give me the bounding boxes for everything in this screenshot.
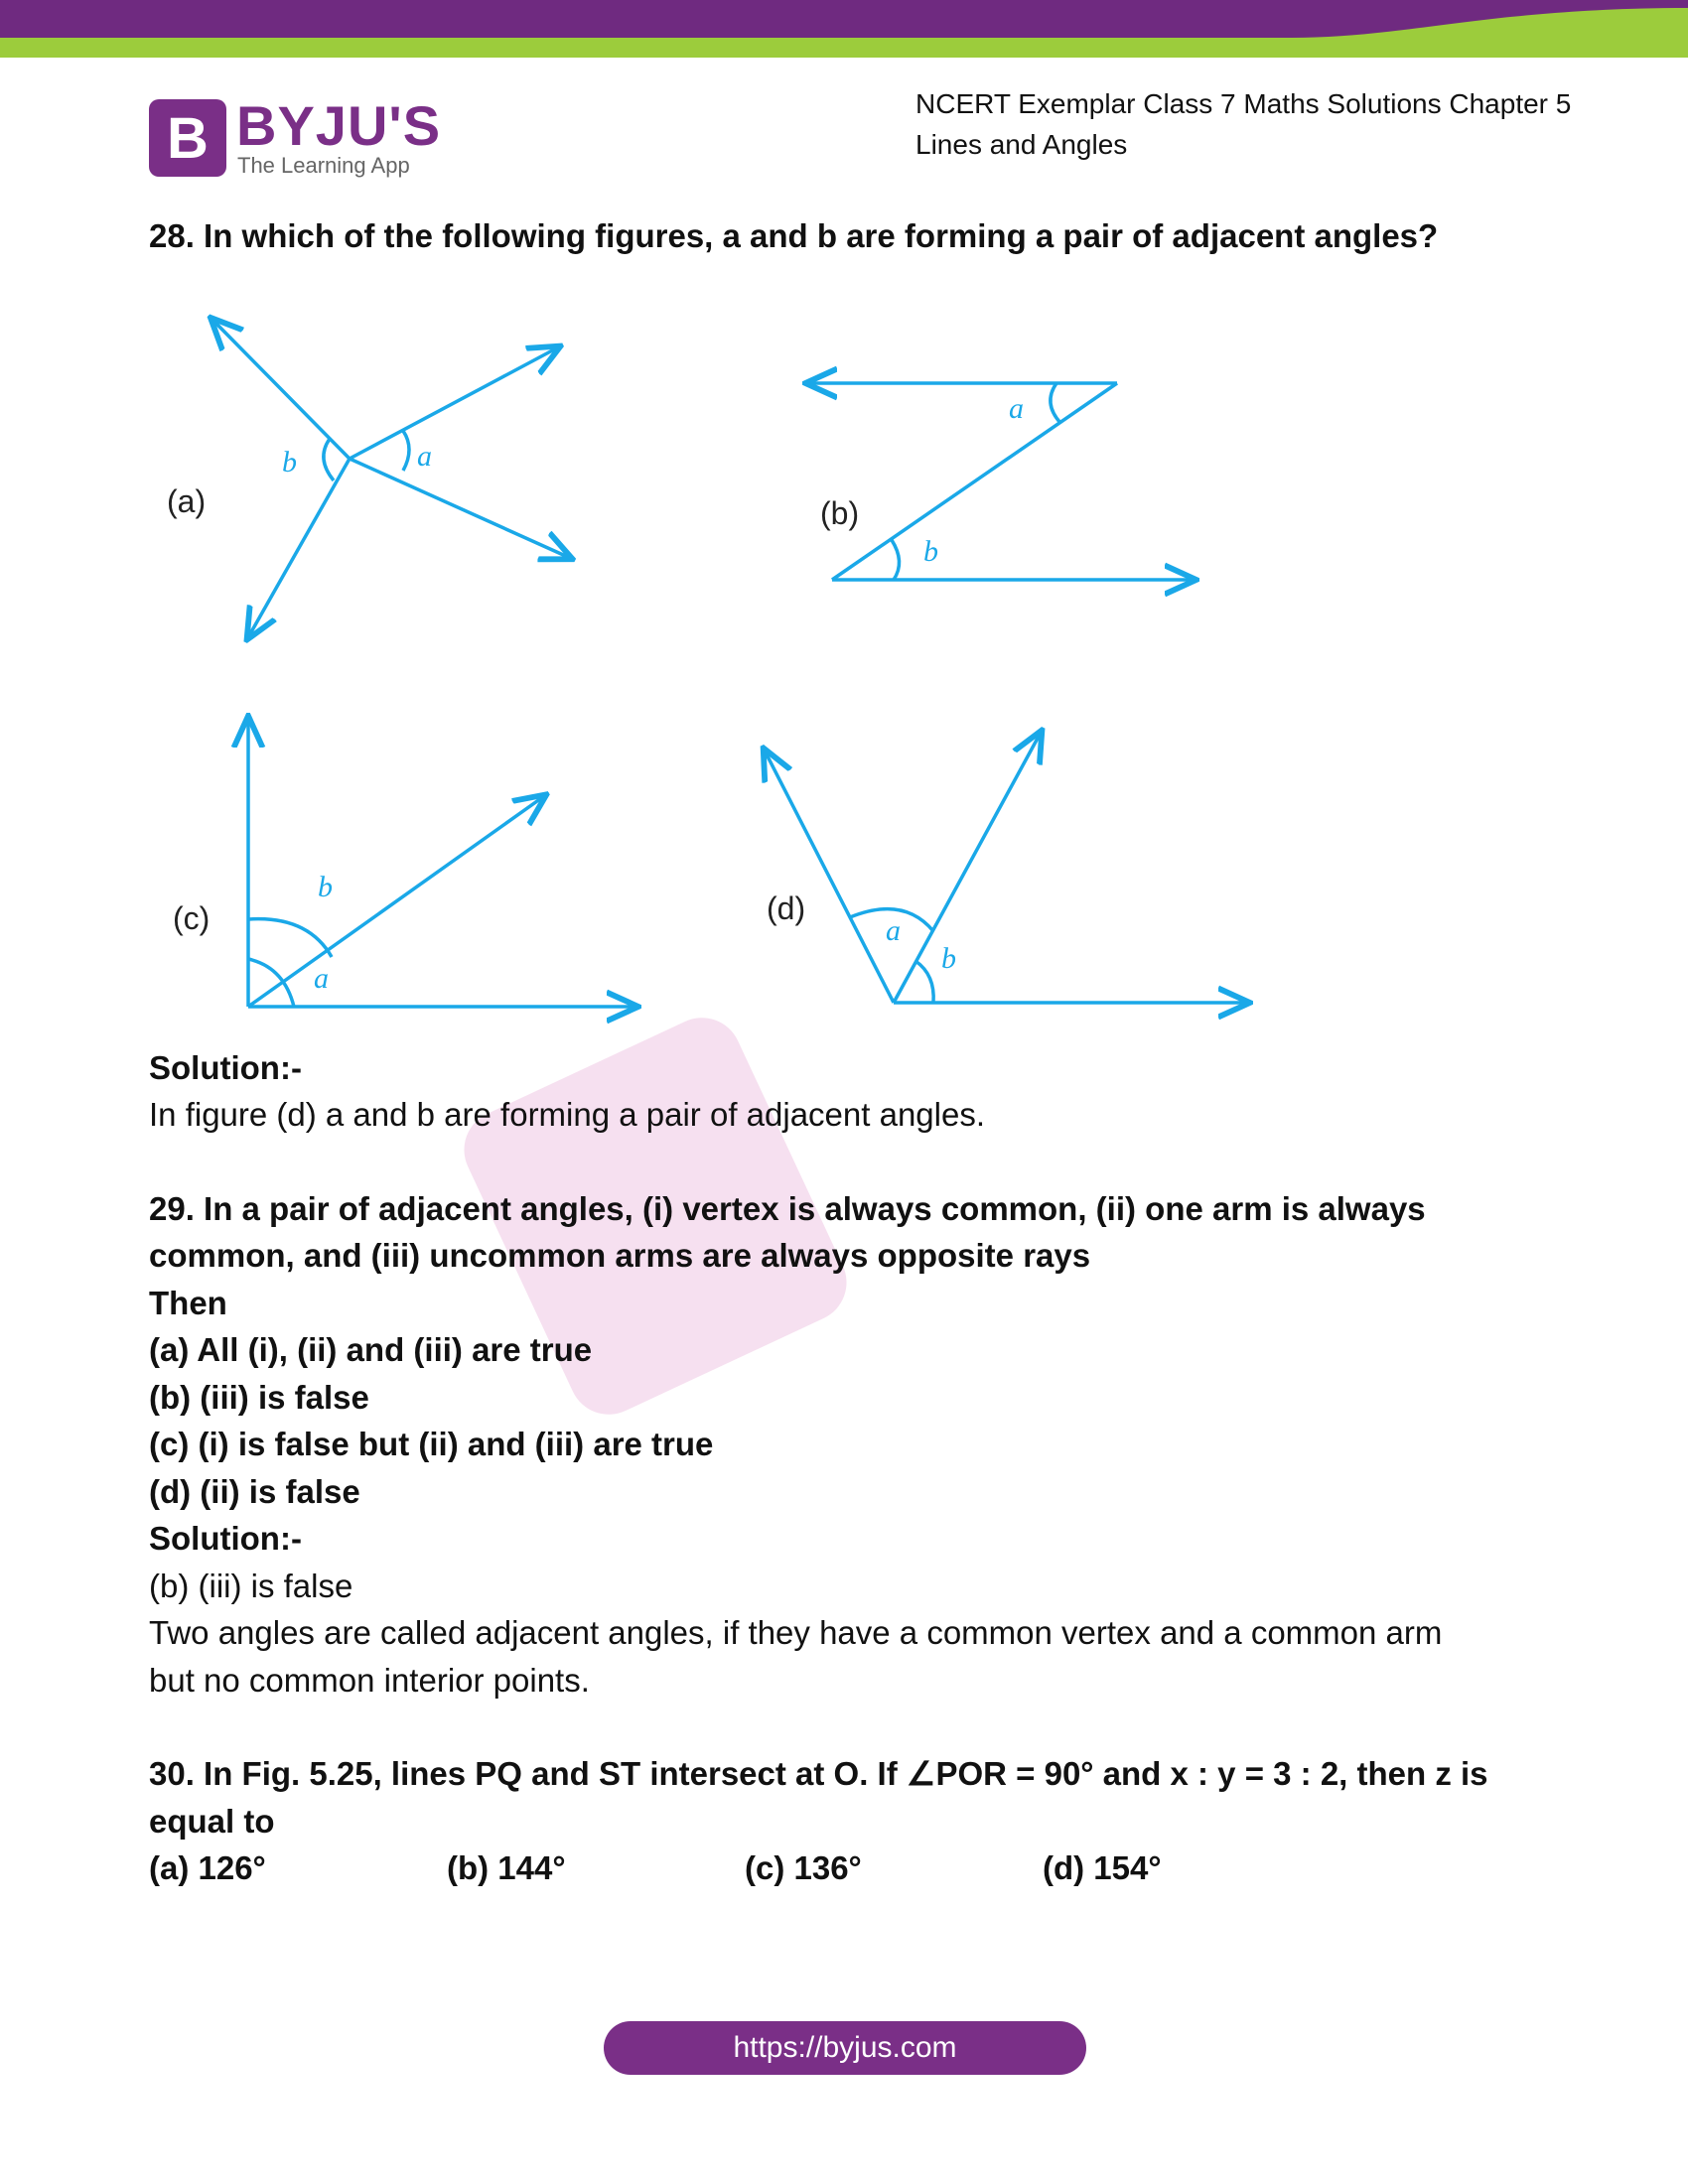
q30-option-d: (d) 154° [1043, 1849, 1162, 1886]
logo-mark [149, 99, 226, 177]
q29-question-line-2: common, and (iii) uncommon arms are always opposite rays [149, 1237, 1091, 1274]
q30-option-c: (c) 136° [745, 1849, 862, 1886]
fig-d-arc-b [915, 961, 933, 1003]
fig-a-arc-b [324, 439, 334, 480]
q29-option-c: (c) (i) is false but (ii) and (iii) are true [149, 1426, 714, 1462]
document-title [915, 83, 1611, 165]
q29-question-line-1: 29. In a pair of adjacent angles, (i) vertex is always common, (ii) one arm is always [149, 1189, 1426, 1227]
fig-c-angle-a: a [314, 961, 329, 995]
fig-a-ray-upright [350, 347, 558, 459]
footer-url-link[interactable]: https://byjus.com [604, 2021, 1086, 2075]
fig-b-arc-a [1051, 383, 1060, 423]
fig-a-label: (a) [167, 482, 207, 519]
q28-solution-heading: Solution:- [149, 1048, 302, 1086]
fig-a-arc-a [403, 431, 409, 471]
fig-d-ray-left [765, 751, 894, 1003]
fig-a-angle-a: a [417, 439, 432, 473]
title-line-1: NCERT Exemplar Class 7 Maths Solutions Chapter 5 [915, 88, 1572, 119]
angle-figures-svg [149, 260, 1559, 1044]
q30-options [149, 1844, 1559, 1892]
q28-question: 28. In which of the following figures, a and b are forming a pair of adjacent angles? [149, 217, 1439, 254]
logo-brand: BYJU'S [236, 94, 442, 157]
fig-d-angle-b: b [941, 941, 956, 975]
fig-c-ray-diagonal [248, 796, 544, 1007]
q28-solution-text: In figure (d) a and b are forming a pair of adjacent angles. [149, 1096, 985, 1133]
q30-option-b: (b) 144° [447, 1849, 566, 1886]
fig-d-angle-a: a [886, 913, 901, 947]
top-banner [0, 0, 1688, 60]
fig-b-arc-b [892, 540, 900, 580]
q30-question-line-1: 30. In Fig. 5.25, lines PQ and ST intersect at O. If ∠POR = 90° and x : y = 3 : 2, then z is [149, 1755, 1488, 1792]
q29-option-d: (d) (ii) is false [149, 1472, 360, 1510]
q30-question-line-2: equal to [149, 1802, 275, 1840]
q30-option-a: (a) 126° [149, 1849, 266, 1886]
q29-solution-heading: Solution:- [149, 1520, 302, 1557]
fig-b-label: (b) [820, 494, 860, 531]
fig-c-angle-b: b [318, 870, 333, 903]
fig-b-transversal [832, 383, 1117, 580]
q29-explanation-line-1: Two angles are called adjacent angles, if they have a common vertex and a common arm [149, 1614, 1443, 1651]
q29-answer: (b) (iii) is false [149, 1567, 353, 1604]
fig-b-angle-b: b [923, 534, 938, 568]
q29-explanation-line-2: but no common interior points. [149, 1661, 590, 1699]
fig-c-label: (c) [173, 899, 211, 936]
q29-then: Then [149, 1284, 227, 1321]
byjus-logo [149, 94, 447, 183]
q29-option-a: (a) All (i), (ii) and (iii) are true [149, 1331, 593, 1368]
main-content [149, 212, 1559, 1892]
logo-tagline: The Learning App [237, 153, 410, 178]
q28-figures [149, 260, 1559, 1044]
q29-option-b: (b) (iii) is false [149, 1378, 369, 1416]
fig-a-ray-downright [350, 459, 570, 558]
fig-b-angle-a: a [1009, 391, 1024, 425]
fig-a-ray-upleft [212, 320, 350, 459]
title-line-2: Lines and Angles [915, 129, 1128, 160]
fig-c-arc-b [248, 918, 332, 956]
fig-c-arc-a [248, 959, 294, 1007]
fig-a-angle-b: b [282, 445, 297, 478]
logo-letter: B [167, 106, 209, 171]
fig-d-label: (d) [767, 889, 806, 926]
fig-a-ray-downleft [248, 459, 350, 637]
